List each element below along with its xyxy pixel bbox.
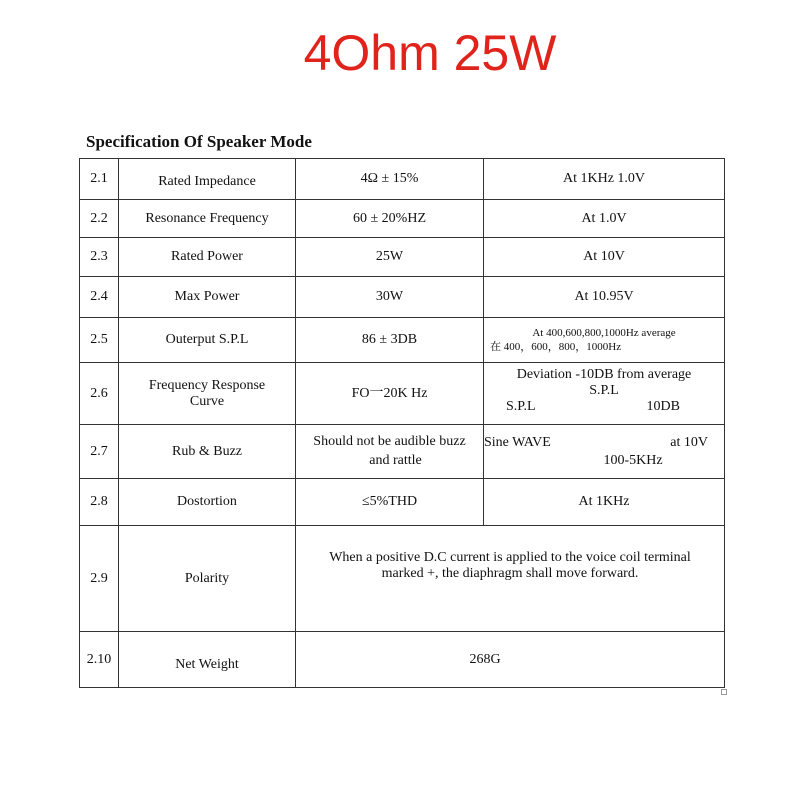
row-number: 2.4 [80,277,119,318]
table-row [80,277,725,318]
value-line: and rattle [369,453,422,468]
row-number: 2.8 [80,479,119,526]
description-line: When a positive D.C current is applied to the voice coil terminal [329,550,691,565]
table-row [80,363,725,425]
condition-line: 100-5KHz [603,452,663,468]
condition-line: 在 400，600，800，1000Hz [490,341,622,353]
param-label [119,363,296,425]
table-row [80,159,725,200]
spec-table [79,158,725,688]
condition-line: S.P.L [589,383,619,398]
param-value: 25W [296,238,484,277]
condition-text: S.P.L [506,399,536,414]
param-condition [484,318,725,363]
condition-line [484,435,724,451]
condition-text: at 10V [670,434,708,450]
param-value: 30W [296,277,484,318]
table-row [80,238,725,277]
param-value [296,425,484,479]
param-label: Rated Power [119,238,296,277]
param-value: 4Ω ± 15% [296,159,484,200]
spec-heading: Specification Of Speaker Mode [86,132,312,151]
param-condition [484,425,725,479]
table-row [80,318,725,363]
param-condition: At 1KHz 1.0V [484,159,725,200]
row-number: 2.7 [80,425,119,479]
condition-line [484,399,724,415]
param-condition: At 1KHz [484,479,725,526]
row-number: 2.5 [80,318,119,363]
polarity-description [296,526,725,632]
row-number: 2.6 [80,363,119,425]
condition-text: 10DB [646,399,680,414]
condition-line: At 400,600,800,1000Hz average [532,327,676,339]
row-number: 2.10 [80,632,119,688]
product-title: 4Ohm 25W [303,25,557,81]
param-label: Net Weight [119,632,296,688]
param-label: Max Power [119,277,296,318]
corner-handle-icon [721,689,727,695]
condition-line: Deviation -10DB from average [516,367,692,382]
table-row [80,200,725,238]
row-number: 2.1 [80,159,119,200]
description-line: marked +, the diaphragm shall move forward. [381,566,639,581]
param-label: Outerput S.P.L [119,318,296,363]
param-label: Dostortion [119,479,296,526]
condition-text: Sine WAVE [484,434,551,450]
table-row [80,526,725,632]
param-condition: At 10.95V [484,277,725,318]
param-label: Rated Impedance [119,159,296,200]
table-row [80,479,725,526]
param-value: ≤5%THD [296,479,484,526]
row-number: 2.3 [80,238,119,277]
param-value: 60 ± 20%HZ [296,200,484,238]
param-value: 268G [296,632,725,688]
param-value: FO一20K Hz [296,363,484,425]
param-value: 86 ± 3DB [296,318,484,363]
row-number: 2.2 [80,200,119,238]
param-condition: At 10V [484,238,725,277]
param-label: Resonance Frequency [119,200,296,238]
row-number: 2.9 [80,526,119,632]
param-condition [484,363,725,425]
table-row [80,632,725,688]
param-condition: At 1.0V [484,200,725,238]
param-label-line: Curve [189,393,225,409]
value-line: Should not be audible buzz [313,434,466,449]
table-row [80,425,725,479]
param-label-line: Frequency Response [148,377,266,393]
param-label: Rub & Buzz [119,425,296,479]
param-label: Polarity [119,526,296,632]
